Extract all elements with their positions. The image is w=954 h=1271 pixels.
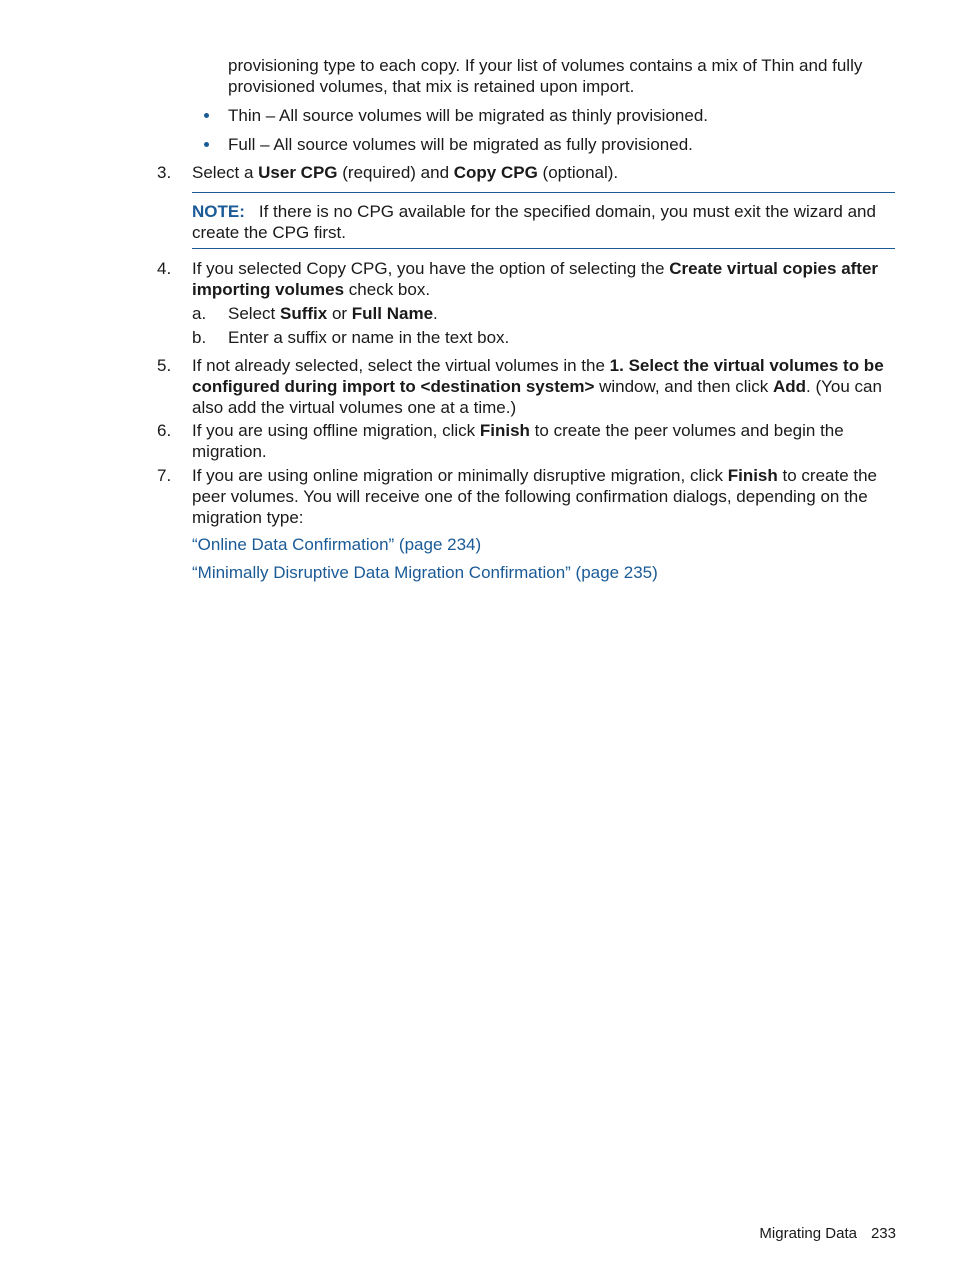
note-content [192, 201, 895, 243]
footer-section-title: Migrating Data [759, 1225, 857, 1242]
bullet-item-thin: Thin – All source volumes will be migrated as thinly provisioned. [228, 106, 709, 125]
copy-cpg-label: Copy CPG [453, 163, 538, 182]
step-4a-letter: a. [192, 304, 207, 323]
finish-label: Finish [479, 421, 530, 440]
bullet-icon [204, 113, 209, 118]
full-name-label: Full Name [351, 304, 434, 323]
create-virtual-copies-label: Create virtual copies after importing volumes [192, 259, 879, 299]
user-cpg-label: User CPG [258, 163, 338, 182]
page-number: 233 [870, 1225, 896, 1242]
page-footer [759, 1223, 896, 1244]
add-label: Add [772, 377, 807, 396]
step-5-number: 5. [157, 356, 172, 375]
step-4b-letter: b. [192, 328, 207, 347]
intro-line-1: provisioning type to each copy. If your list of volumes contains a mix of Thin and fully [228, 56, 863, 75]
suffix-label: Suffix [279, 304, 328, 323]
note-text: If there is no CPG available for the specified domain, you must exit the wizard and create the CPG first. [192, 202, 876, 242]
select-virtual-volumes-window-label: 1. Select the virtual volumes to be configured during import to <destination system> [192, 356, 884, 396]
step-3-text: Select a User CPG (required) and Copy CPG (optional). [192, 163, 619, 182]
step-4b-text: Enter a suffix or name in the text box. [228, 328, 510, 347]
step-7-text: If you are using online migration or minimally disruptive migration, click Finish to create the peer volumes. You will receive one of the following confirmation dialogs, depending on the migration type: [192, 466, 878, 527]
step-4a-text: Select Suffix or Full Name. [228, 304, 438, 323]
step-5-text: If not already selected, select the virtual volumes in the 1. Select the virtual volumes to be configured during import to <destination system> window, and then click Add. (You can also add the virtual volumes one at a time.) [192, 356, 884, 417]
finish-label: Finish [727, 466, 778, 485]
link-minimally-disruptive-confirmation[interactable]: “Minimally Disruptive Data Migration Confirmation” (page 235) [192, 563, 658, 582]
step-4-number: 4. [157, 259, 172, 278]
note-label: NOTE: [192, 202, 245, 221]
link-online-data-confirmation[interactable]: “Online Data Confirmation” (page 234) [192, 535, 482, 554]
intro-line-2: provisioned volumes, that mix is retained upon import. [228, 77, 635, 96]
bullet-item-full: Full – All source volumes will be migrated as fully provisioned. [228, 135, 693, 154]
step-4-text: If you selected Copy CPG, you have the option of selecting the Create virtual copies after importing volumes check box. [192, 259, 879, 299]
step-6-number: 6. [157, 421, 172, 440]
step-7-number: 7. [157, 466, 172, 485]
bullet-icon [204, 142, 209, 147]
step-6-text: If you are using offline migration, click Finish to create the peer volumes and begin the migration. [192, 421, 844, 461]
intro-paragraph [228, 55, 888, 97]
note-box [192, 192, 895, 249]
step-3-number: 3. [157, 163, 172, 182]
